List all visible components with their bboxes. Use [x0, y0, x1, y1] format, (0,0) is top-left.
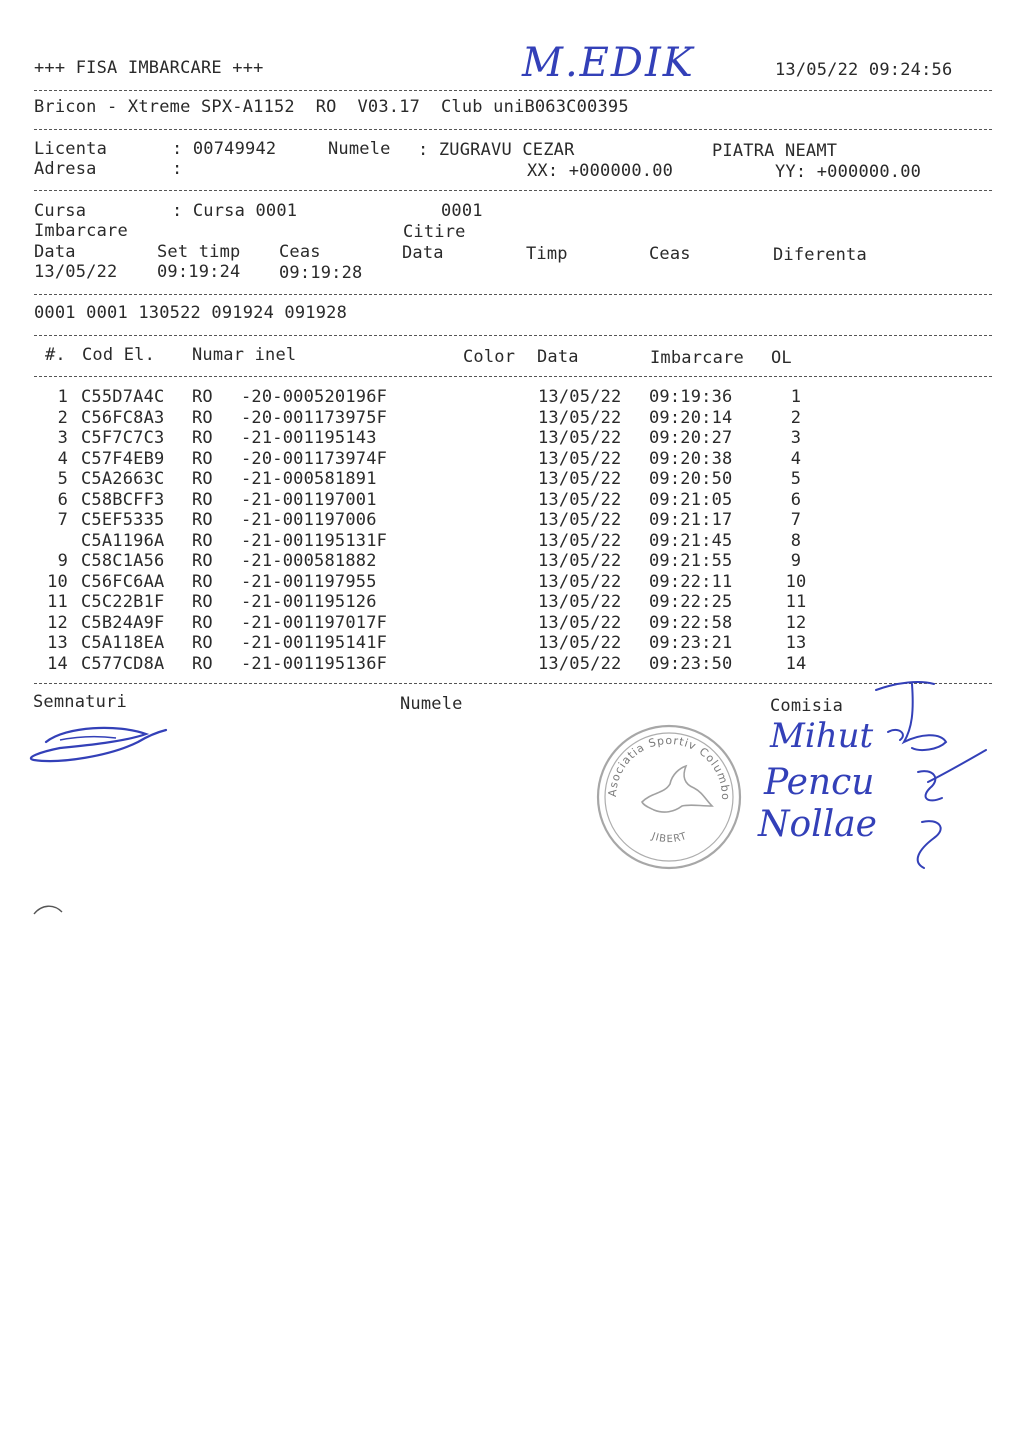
th-color: Color — [463, 347, 516, 367]
dove-icon — [642, 766, 712, 812]
cell-inel: -20-001173975F — [241, 407, 388, 428]
signature-mihut: Mihut — [770, 716, 874, 756]
adresa-value: : — [172, 159, 183, 179]
cell-ora: 09:22:58 — [649, 612, 733, 633]
cell-inel: -21-001195136F — [241, 653, 388, 674]
cell-cod: C5C22B1F — [81, 592, 165, 612]
cell-n: 5 — [57, 469, 68, 489]
stamp-text-bottom: JIBERT — [650, 830, 689, 846]
cell-n: 9 — [57, 551, 68, 571]
cell-n: 10 — [47, 571, 68, 592]
comisia-label: Comisia — [770, 696, 844, 716]
cell-tara: RO — [192, 407, 213, 428]
val-data: 13/05/22 — [34, 262, 118, 282]
th-imbarcare: Imbarcare — [650, 348, 744, 368]
cell-data: 13/05/22 — [538, 387, 622, 407]
cell-ol: 5 — [790, 469, 802, 489]
cell-cod: C57F4EB9 — [81, 448, 165, 469]
cell-tara: RO — [192, 428, 213, 448]
cell-data: 13/05/22 — [538, 428, 622, 448]
separator — [34, 129, 992, 130]
separator — [34, 190, 992, 191]
cell-ora: 09:21:17 — [649, 510, 733, 530]
col-data: Data — [34, 242, 76, 262]
cell-cod: C58C1A56 — [81, 551, 165, 571]
doc-title: +++ FISA IMBARCARE +++ — [34, 58, 264, 78]
col-timp: Timp — [526, 244, 568, 264]
cell-ol: 7 — [790, 510, 802, 530]
cell-data: 13/05/22 — [538, 510, 622, 530]
cell-tara: RO — [192, 530, 213, 551]
cell-ol: 13 — [785, 633, 807, 653]
cell-n: 13 — [47, 633, 68, 653]
adresa-label: Adresa — [34, 159, 97, 179]
cell-cod: C5F7C7C3 — [81, 428, 165, 448]
signature-nollae: Nollae — [758, 804, 877, 845]
signature-flourish — [868, 672, 998, 872]
col-data-citire: Data — [402, 243, 444, 263]
numele-label: Numele — [328, 139, 391, 159]
handwritten-name: M.EDIK — [522, 40, 695, 86]
cell-inel: -21-001195143 — [241, 428, 377, 448]
th-ol: OL — [771, 348, 792, 368]
numele-value: : ZUGRAVU CEZAR — [418, 140, 575, 160]
cell-cod: C5A118EA — [81, 633, 165, 653]
coord-xx: XX: +000000.00 — [527, 161, 674, 181]
city: PIATRA NEAMT — [712, 141, 838, 161]
imbarcare-label: Imbarcare — [34, 221, 128, 241]
cell-data: 13/05/22 — [538, 448, 622, 469]
cell-tara: RO — [192, 571, 213, 592]
citire-label: Citire — [403, 222, 466, 242]
cell-tara: RO — [192, 592, 213, 612]
cell-tara: RO — [192, 633, 213, 653]
cell-cod: C55D7A4C — [81, 387, 165, 407]
cell-tara: RO — [192, 387, 213, 407]
col-ceas-citire: Ceas — [649, 244, 691, 264]
club-stamp — [590, 712, 744, 872]
cell-ol: 1 — [790, 387, 802, 407]
separator — [34, 376, 992, 377]
cell-inel: -21-001197017F — [241, 612, 388, 633]
cell-inel: -21-001197006 — [241, 510, 377, 530]
val-set-timp: 09:19:24 — [157, 262, 241, 282]
coord-yy: YY: +000000.00 — [775, 162, 922, 182]
cell-cod: C5B24A9F — [81, 612, 165, 633]
cell-ol: 10 — [785, 571, 807, 592]
cell-inel: -20-001173974F — [241, 448, 388, 469]
cell-data: 13/05/22 — [538, 551, 622, 571]
cell-ol: 4 — [790, 448, 802, 469]
cell-n: 1 — [57, 387, 68, 407]
th-data: Data — [537, 347, 579, 367]
cell-ol: 3 — [790, 428, 802, 448]
cell-tara: RO — [192, 469, 213, 489]
cell-cod: C577CD8A — [81, 653, 165, 674]
val-ceas: 09:19:28 — [279, 263, 363, 283]
cell-ol: 2 — [790, 407, 802, 428]
col-ceas: Ceas — [279, 242, 321, 262]
th-cod: Cod El. — [82, 345, 156, 365]
cell-ol: 6 — [790, 489, 802, 510]
cell-tara: RO — [192, 510, 213, 530]
th-inel: Numar inel — [192, 345, 297, 365]
separator — [34, 335, 992, 336]
cell-data: 13/05/22 — [538, 633, 622, 653]
cell-data: 13/05/22 — [538, 469, 622, 489]
separator — [34, 294, 992, 295]
cell-ora: 09:20:14 — [649, 407, 733, 428]
cell-ol: 9 — [790, 551, 802, 571]
cell-cod: C56FC8A3 — [81, 407, 165, 428]
separator — [34, 683, 992, 684]
cell-inel: -21-001195126 — [241, 592, 377, 612]
cell-ol: 11 — [785, 592, 807, 612]
cell-ora: 09:21:05 — [649, 489, 733, 510]
cell-tara: RO — [192, 653, 213, 674]
cell-cod: C5A2663C — [81, 469, 165, 489]
signature-left — [20, 712, 170, 772]
cell-inel: -21-001195131F — [241, 530, 388, 551]
cell-ora: 09:22:25 — [649, 592, 733, 612]
cell-data: 13/05/22 — [538, 592, 622, 612]
cell-n: 6 — [57, 489, 68, 510]
stray-mark — [32, 902, 66, 918]
cursa-value: : Cursa 0001 — [172, 201, 298, 221]
semnaturi-label: Semnaturi — [33, 692, 127, 712]
cell-inel: -21-000581882 — [241, 551, 377, 571]
cell-data: 13/05/22 — [538, 407, 622, 428]
cell-tara: RO — [192, 551, 213, 571]
cell-inel: -21-001197955 — [241, 571, 377, 592]
cell-n: 3 — [57, 428, 68, 448]
cell-n: 7 — [57, 510, 68, 530]
cell-inel: -21-001195141F — [241, 633, 388, 653]
svg-text:JIBERT — [649, 831, 689, 845]
cell-inel: -20-000520196F — [241, 387, 388, 407]
cell-ora: 09:21:45 — [649, 530, 733, 551]
cell-ora: 09:21:55 — [649, 551, 733, 571]
numele-footer-label: Numele — [400, 694, 463, 714]
licenta-value: : 00749942 — [172, 139, 277, 159]
cell-inel: -21-000581891 — [241, 469, 377, 489]
cell-ora: 09:22:11 — [649, 571, 733, 592]
col-set-timp: Set timp — [157, 242, 241, 262]
cell-tara: RO — [192, 448, 213, 469]
cell-ol: 8 — [790, 530, 802, 551]
code-line: 0001 0001 130522 091924 091928 — [34, 303, 348, 323]
cursa-label: Cursa — [34, 201, 87, 221]
cell-cod: C56FC6AA — [81, 571, 165, 592]
cell-ol: 12 — [785, 612, 807, 633]
cell-n: 14 — [47, 653, 68, 674]
cell-n: 12 — [47, 612, 68, 633]
cell-n: 4 — [57, 448, 68, 469]
cell-tara: RO — [192, 489, 213, 510]
cell-ora: 09:19:36 — [649, 387, 733, 407]
licenta-label: Licenta — [34, 139, 108, 159]
cell-ora: 09:23:50 — [649, 653, 733, 674]
cell-n: 11 — [47, 592, 68, 612]
signature-pencu: Pencu — [764, 762, 875, 803]
cell-inel: -21-001197001 — [241, 489, 377, 510]
cursa-code: 0001 — [441, 201, 483, 221]
separator — [34, 90, 992, 91]
cell-cod: C58BCFF3 — [81, 489, 165, 510]
cell-data: 13/05/22 — [538, 653, 622, 674]
stamp-text-top: Asociatia Sportiv Columbofila — [590, 712, 733, 801]
cell-ora: 09:20:27 — [649, 428, 733, 448]
cell-n: 2 — [57, 407, 68, 428]
cell-ora: 09:23:21 — [649, 633, 733, 653]
print-timestamp: 13/05/22 09:24:56 — [775, 60, 953, 80]
cell-data: 13/05/22 — [538, 530, 622, 551]
cell-tara: RO — [192, 612, 213, 633]
th-number: #. — [45, 345, 66, 365]
cell-ol: 14 — [785, 653, 807, 674]
cell-ora: 09:20:38 — [649, 448, 733, 469]
cell-data: 13/05/22 — [538, 571, 622, 592]
cell-ora: 09:20:50 — [649, 469, 733, 489]
cell-data: 13/05/22 — [538, 489, 622, 510]
device-line: Bricon - Xtreme SPX-A1152 RO V03.17 Club uniB063C00395 — [34, 97, 629, 117]
cell-cod: C5EF5335 — [81, 510, 165, 530]
cell-data: 13/05/22 — [538, 612, 622, 633]
cell-cod: C5A1196A — [81, 530, 165, 551]
col-diferenta: Diferenta — [773, 245, 867, 265]
